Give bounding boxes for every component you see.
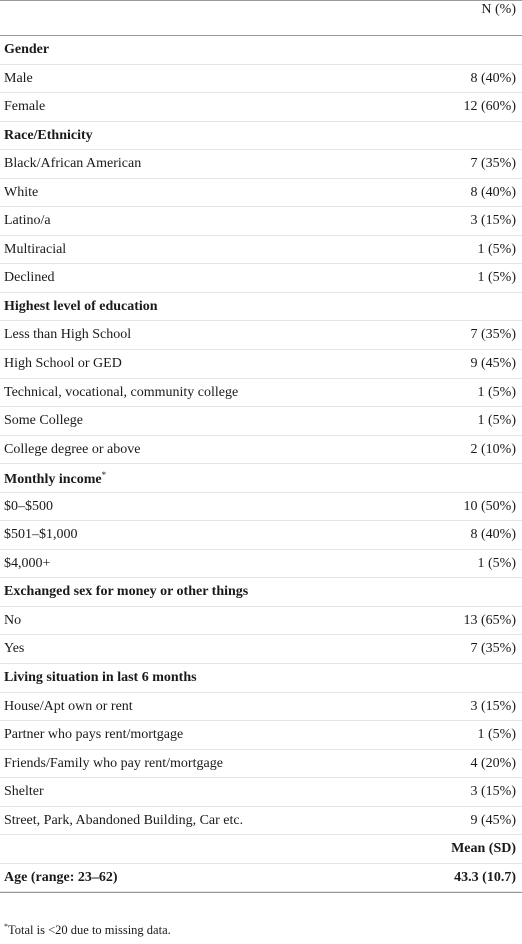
row-label-text: Highest level of education xyxy=(4,298,158,314)
row-label-text: Yes xyxy=(4,641,25,657)
row-label xyxy=(4,727,183,743)
row-value: 8 (40%) xyxy=(470,527,516,543)
row-value: 7 (35%) xyxy=(470,156,516,172)
row-label-text: Living situation in last 6 months xyxy=(4,670,197,686)
row-label-text: $501–$1,000 xyxy=(4,527,78,543)
section-row xyxy=(0,664,522,693)
row-label-text: $0–$500 xyxy=(4,498,53,514)
footnote-reference-mark: * xyxy=(101,470,107,481)
table-row xyxy=(0,407,522,436)
row-label-text: College degree or above xyxy=(4,441,141,457)
table-footnote xyxy=(4,922,171,938)
row-label-text: $4,000+ xyxy=(4,555,51,571)
row-value: 4 (20%) xyxy=(470,755,516,771)
row-value: 1 (5%) xyxy=(477,270,516,286)
table-row xyxy=(0,264,522,293)
column-header-n-percent: N (%) xyxy=(481,2,516,17)
row-value: 7 (35%) xyxy=(470,327,516,343)
row-value: 10 (50%) xyxy=(463,498,516,514)
table-row xyxy=(0,550,522,579)
row-label xyxy=(4,242,66,258)
section-heading xyxy=(4,42,49,58)
section-heading xyxy=(4,128,93,144)
row-label-text: Race/Ethnicity xyxy=(4,127,93,143)
row-label-text: Partner who pays rent/mortgage xyxy=(4,727,184,743)
table-row xyxy=(0,721,522,750)
table-row xyxy=(0,65,522,94)
row-value: 8 (40%) xyxy=(470,70,516,86)
row-label xyxy=(4,756,223,772)
row-label xyxy=(4,527,78,543)
table-row xyxy=(0,350,522,379)
table-row xyxy=(0,864,522,893)
table-row xyxy=(0,321,522,350)
table-row xyxy=(0,521,522,550)
row-label xyxy=(4,99,45,115)
row-value: 9 (45%) xyxy=(470,356,516,372)
row-label xyxy=(4,699,133,715)
footnote-mark: * xyxy=(4,922,8,931)
row-label xyxy=(4,213,51,229)
row-label-text: Less than High School xyxy=(4,327,132,343)
row-value: 12 (60%) xyxy=(463,99,516,115)
row-label-text: Shelter xyxy=(4,784,44,800)
row-label xyxy=(4,327,131,343)
section-row xyxy=(0,464,522,493)
row-label xyxy=(4,185,38,201)
row-label-text: Declined xyxy=(4,270,55,286)
row-label xyxy=(4,641,24,657)
row-label-text: Exchanged sex for money or other things xyxy=(4,584,249,600)
row-label-text: House/Apt own or rent xyxy=(4,698,133,714)
footnote-text: Total is <20 due to missing data. xyxy=(8,923,171,937)
row-label xyxy=(4,556,50,572)
section-heading xyxy=(4,299,158,315)
row-label-text: No xyxy=(4,612,22,628)
row-value: 43.3 (10.7) xyxy=(454,869,516,885)
row-value: 3 (15%) xyxy=(470,784,516,800)
row-label-text: White xyxy=(4,184,39,200)
table-row xyxy=(0,379,522,408)
section-heading xyxy=(4,670,197,686)
row-label xyxy=(4,71,33,87)
row-label xyxy=(4,442,140,458)
table-row xyxy=(0,693,522,722)
row-label xyxy=(4,499,53,515)
row-label xyxy=(4,870,118,886)
row-label-text: Friends/Family who pay rent/mortgage xyxy=(4,755,223,771)
row-label xyxy=(4,270,55,286)
section-row xyxy=(0,122,522,151)
section-row xyxy=(0,578,522,607)
row-label-text: Some College xyxy=(4,413,83,429)
row-label xyxy=(4,385,238,401)
table-row xyxy=(0,493,522,522)
row-label-text: Age (range: 23–62) xyxy=(4,869,118,885)
row-label-text: Latino/a xyxy=(4,213,51,229)
table-row xyxy=(0,835,522,864)
row-label xyxy=(4,356,122,372)
row-label-text: High School or GED xyxy=(4,356,122,372)
table-row xyxy=(0,436,522,465)
row-value: 1 (5%) xyxy=(477,413,516,429)
section-heading xyxy=(4,584,248,600)
row-label-text: Black/African American xyxy=(4,156,142,172)
row-label-text: Street, Park, Abandoned Building, Car etc. xyxy=(4,812,244,828)
row-label-text: Gender xyxy=(4,42,50,57)
table-body xyxy=(0,36,522,892)
row-label xyxy=(4,613,21,629)
row-label xyxy=(4,784,44,800)
table-row xyxy=(0,236,522,265)
table-row xyxy=(0,607,522,636)
table-row xyxy=(0,778,522,807)
table-row xyxy=(0,207,522,236)
row-label xyxy=(4,813,243,829)
table-row xyxy=(0,635,522,664)
table-header xyxy=(0,1,522,35)
row-value: Mean (SD) xyxy=(451,841,516,857)
row-label-text: Monthly income xyxy=(4,472,102,488)
row-label xyxy=(4,156,141,172)
bottom-rule xyxy=(0,892,522,893)
row-value: 3 (15%) xyxy=(470,213,516,229)
row-value: 1 (5%) xyxy=(477,727,516,743)
row-label xyxy=(4,413,83,429)
table-row xyxy=(0,179,522,208)
section-row xyxy=(0,293,522,322)
row-value: 13 (65%) xyxy=(463,612,516,628)
section-row xyxy=(0,36,522,65)
row-value: 2 (10%) xyxy=(470,441,516,457)
section-heading xyxy=(4,470,106,488)
row-value: 8 (40%) xyxy=(470,184,516,200)
table-row xyxy=(0,93,522,122)
row-label-text: Male xyxy=(4,70,33,86)
row-label-text: Female xyxy=(4,99,46,115)
table-row xyxy=(0,150,522,179)
table-row xyxy=(0,750,522,779)
row-value: 3 (15%) xyxy=(470,698,516,714)
row-value: 1 (5%) xyxy=(477,555,516,571)
table-row xyxy=(0,807,522,836)
row-value: 1 (5%) xyxy=(477,384,516,400)
row-value: 7 (35%) xyxy=(470,641,516,657)
row-label-text: Multiracial xyxy=(4,241,67,257)
row-value: 1 (5%) xyxy=(477,241,516,257)
row-value: 9 (45%) xyxy=(470,812,516,828)
row-label-text: Technical, vocational, community college xyxy=(4,384,239,400)
